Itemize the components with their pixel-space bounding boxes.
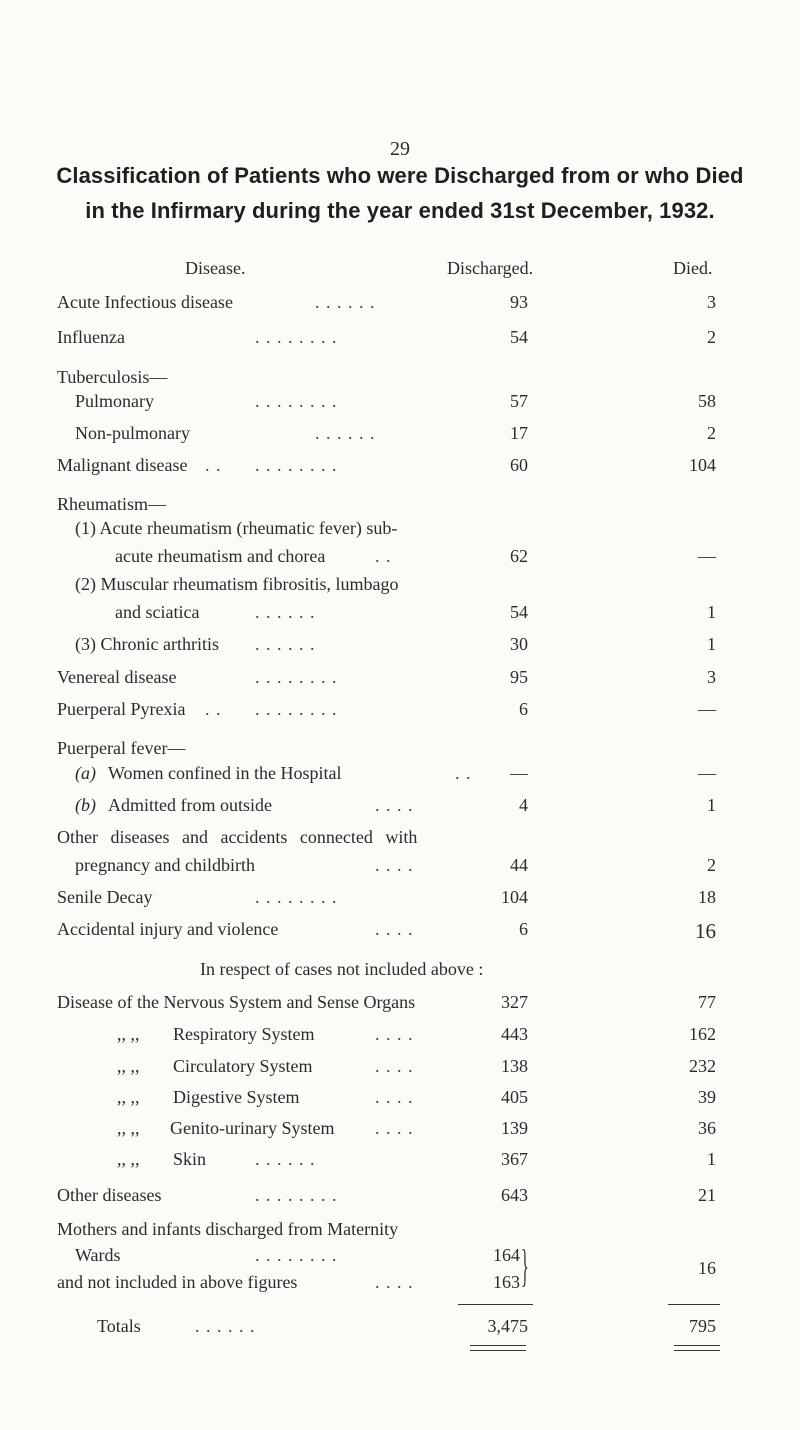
discharged-value: 6: [519, 919, 528, 939]
total-rule: [458, 1304, 533, 1305]
section-label: Rheumatism—: [57, 494, 166, 514]
discharged-value: 327: [501, 992, 528, 1012]
row-label: Mothers and infants discharged from Maternity: [57, 1219, 399, 1239]
died-value: 2: [707, 855, 716, 875]
leader-dots: . . . .: [375, 1272, 414, 1292]
leader-dots: . .: [455, 763, 472, 783]
row-label: and sciatica: [115, 602, 200, 622]
leader-dots: . . . . . . . .: [255, 327, 338, 347]
discharged-value: 54: [510, 327, 528, 347]
row-label: Accidental injury and violence: [57, 919, 279, 939]
died-value: —: [698, 699, 716, 719]
discharged-value: 6: [519, 699, 528, 719]
row-label: pregnancy and childbirth: [75, 855, 255, 875]
leader-dots: . . . . . .: [315, 292, 376, 312]
leader-dots: . . . .: [375, 1118, 414, 1138]
row-label: Genito-urinary System: [170, 1118, 335, 1138]
leader-dots: . . . . . .: [315, 423, 376, 443]
row-label: Circulatory System: [173, 1056, 313, 1076]
discharged-value: 93: [510, 292, 528, 312]
discharged-value: 57: [510, 391, 528, 411]
row-label: (3) Chronic arthritis: [75, 634, 219, 654]
row-label: and not included in above figures: [57, 1272, 298, 1292]
died-value: 1: [707, 795, 716, 815]
leader-dots: . . . . . .: [255, 634, 316, 654]
died-value: 3: [707, 667, 716, 687]
discharged-value: 17: [510, 423, 528, 443]
discharged-value: 62: [510, 546, 528, 566]
row-prefix: (a): [75, 763, 96, 783]
leader-dots: . . . . . .: [255, 602, 316, 622]
leader-dots: . . . .: [375, 919, 414, 939]
row-label: Malignant disease: [57, 455, 188, 475]
died-value: 1: [707, 602, 716, 622]
row-label: Puerperal Pyrexia: [57, 699, 186, 719]
died-value: 2: [707, 423, 716, 443]
leader-dots: . . . . . .: [195, 1316, 256, 1336]
discharged-value: 443: [501, 1024, 528, 1044]
row-label: Senile Decay: [57, 887, 153, 907]
row-label: Skin: [173, 1149, 207, 1169]
leader-dots: . . . .: [375, 1087, 414, 1107]
discharged-value: 95: [510, 667, 528, 687]
subsection-heading: In respect of cases not included above :: [200, 959, 484, 979]
double-rule: [674, 1345, 720, 1351]
discharged-value: 4: [519, 795, 528, 815]
row-label: Admitted from outside: [108, 795, 272, 815]
page-title: Classification of Patients who were Discharged from or who Died: [56, 163, 744, 188]
died-value: 1: [707, 1149, 716, 1169]
row-label: Women confined in the Hospital: [108, 763, 342, 783]
row-label: Digestive System: [173, 1087, 300, 1107]
died-value: 21: [698, 1185, 716, 1205]
leader-dots: . . . .: [375, 1024, 414, 1044]
row-label: acute rheumatism and chorea: [115, 546, 326, 566]
header-disease: Disease.: [185, 258, 246, 278]
totals-label: Totals: [97, 1316, 141, 1336]
leader-dots: . . . . . . . .: [255, 391, 338, 411]
leader-dots: . . . . . . . .: [255, 887, 338, 907]
row-label: Venereal disease: [57, 667, 177, 687]
died-value: 3: [707, 292, 716, 312]
died-value: 77: [698, 992, 716, 1012]
died-value: 36: [698, 1118, 716, 1138]
discharged-value: 405: [501, 1087, 528, 1107]
discharged-value: 60: [510, 455, 528, 475]
row-label: Other diseases and accidents connected with: [57, 827, 418, 847]
discharged-value: 164: [493, 1245, 520, 1265]
leader-dots: . .: [205, 699, 222, 719]
row-label: Pulmonary: [75, 391, 154, 411]
discharged-value: —: [510, 763, 528, 783]
header-died: Died.: [673, 258, 713, 278]
died-value: 18: [698, 887, 716, 907]
discharged-value: 104: [501, 887, 528, 907]
died-value: 16: [695, 919, 716, 943]
header-discharged: Discharged.: [447, 258, 534, 278]
leader-dots: . . . . . . . .: [255, 1185, 338, 1205]
page-number: 29: [390, 138, 410, 160]
leader-dots: . . . . . . . .: [255, 667, 338, 687]
total-discharged: 3,475: [487, 1316, 528, 1336]
ditto-marks: ,, ,,: [117, 1087, 140, 1107]
row-label: Influenza: [57, 327, 125, 347]
died-value: 232: [689, 1056, 716, 1076]
leader-dots: . . . . . . . .: [255, 455, 338, 475]
leader-dots: . . . . . . . .: [255, 1245, 338, 1265]
ditto-marks: ,, ,,: [117, 1149, 140, 1169]
discharged-value: 44: [510, 855, 528, 875]
discharged-value: 138: [501, 1056, 528, 1076]
row-label: Respiratory System: [173, 1024, 315, 1044]
row-label: Wards: [75, 1245, 121, 1265]
right-brace: }: [521, 1240, 529, 1291]
row-label: Acute Infectious disease: [57, 292, 233, 312]
discharged-value: 30: [510, 634, 528, 654]
discharged-value: 163: [493, 1272, 520, 1292]
row-label: Non-pulmonary: [75, 423, 190, 443]
section-label: Tuberculosis—: [57, 367, 168, 387]
died-value: 39: [698, 1087, 716, 1107]
leader-dots: . . . .: [375, 1056, 414, 1076]
discharged-value: 367: [501, 1149, 528, 1169]
row-label: (1) Acute rheumatism (rheumatic fever) sub-: [75, 518, 398, 538]
leader-dots: . . . .: [375, 795, 414, 815]
ditto-marks: ,, ,,: [117, 1024, 140, 1044]
row-label: (2) Muscular rheumatism fibrositis, lumbago: [75, 574, 399, 594]
leader-dots: . . . .: [375, 855, 414, 875]
row-label: Other diseases: [57, 1185, 162, 1205]
ditto-marks: ,, ,,: [117, 1118, 140, 1138]
leader-dots: . . . . . . . .: [255, 699, 338, 719]
leader-dots: . .: [375, 546, 392, 566]
died-value: 16: [698, 1258, 716, 1278]
double-rule: [470, 1345, 526, 1351]
died-value: —: [698, 763, 716, 783]
total-died: 795: [689, 1316, 716, 1336]
died-value: 2: [707, 327, 716, 347]
died-value: —: [698, 546, 716, 566]
total-rule: [668, 1304, 720, 1305]
died-value: 58: [698, 391, 716, 411]
leader-dots: . .: [205, 455, 222, 475]
died-value: 162: [689, 1024, 716, 1044]
section-label: Puerperal fever—: [57, 738, 186, 758]
ditto-marks: ,, ,,: [117, 1056, 140, 1076]
died-value: 1: [707, 634, 716, 654]
died-value: 104: [689, 455, 716, 475]
discharged-value: 643: [501, 1185, 528, 1205]
discharged-value: 54: [510, 602, 528, 622]
page-subtitle: in the Infirmary during the year ended 31st December, 1932.: [85, 198, 715, 223]
discharged-value: 139: [501, 1118, 528, 1138]
leader-dots: . . . . . .: [255, 1149, 316, 1169]
row-prefix: (b): [75, 795, 96, 815]
row-label: Disease of the Nervous System and Sense Organs: [57, 992, 416, 1012]
